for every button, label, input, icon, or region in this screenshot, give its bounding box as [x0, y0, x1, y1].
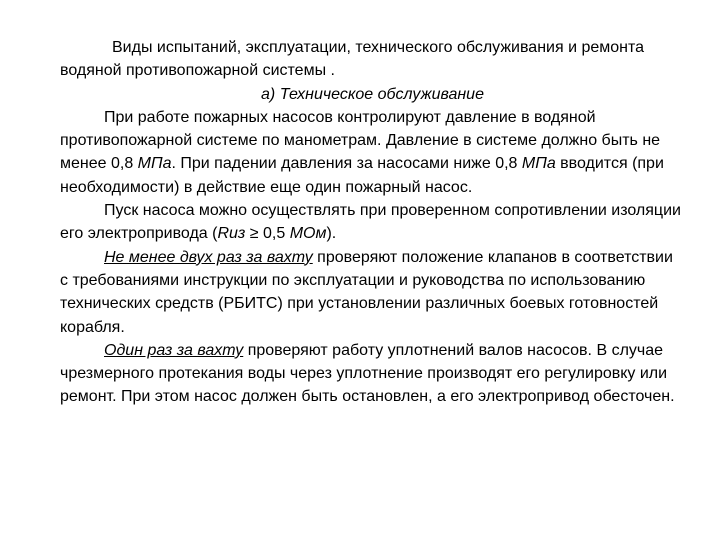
paragraph-valves — [60, 246, 685, 339]
paragraph-text: проверяют работу уплотнений валов насосов. В случае чрезмерного протекания воды через уплотнение производят его регулировку или ремонт. При этом насос должен быть остановлен, а его электропривод обесточен. — [60, 341, 675, 406]
paragraph-text: ). — [326, 225, 337, 243]
slide-title: Виды испытаний, эксплуатации, технического обслуживания и ремонта водяной противопожарной системы . — [60, 39, 645, 80]
emphasis-frequency: Не менее двух раз за вахту — [104, 248, 313, 266]
paragraph-text: вводится (при необходимости) в действие еще один пожарный насос. — [60, 155, 664, 196]
emphasis-frequency: Один раз за вахту — [104, 341, 244, 359]
paragraph-text: ≥ 0,5 — [245, 225, 290, 243]
text-block — [60, 36, 685, 409]
paragraph-pressure — [60, 106, 685, 199]
paragraph-text: При работе пожарных насосов контролируют давление в водяной противопожарной системе по манометрам. Давление в системе должно быть не менее 0,8 — [60, 108, 661, 173]
unit-mom: МОм — [289, 225, 327, 243]
symbol-riz: Rиз — [217, 225, 246, 243]
section-subtitle: а) Техническое обслуживание — [261, 85, 484, 103]
unit-mpa: МПа — [521, 155, 556, 173]
paragraph-text: Пуск насоса можно осуществлять при проверенном сопротивлении изоляции его электропривода ( — [60, 202, 681, 243]
paragraph-pump-start — [60, 199, 685, 246]
unit-mpa: МПа — [137, 155, 172, 173]
paragraph-text: проверяют положение клапанов в соответствии с требованиями инструкции по эксплуатации и руководства по использованию технических средств (РБИТС) при установлении различных боевых готовностей корабля. — [60, 248, 673, 336]
paragraph-text: . При падении давления за насосами ниже 0,8 — [171, 155, 522, 173]
paragraph-seals — [60, 339, 685, 409]
